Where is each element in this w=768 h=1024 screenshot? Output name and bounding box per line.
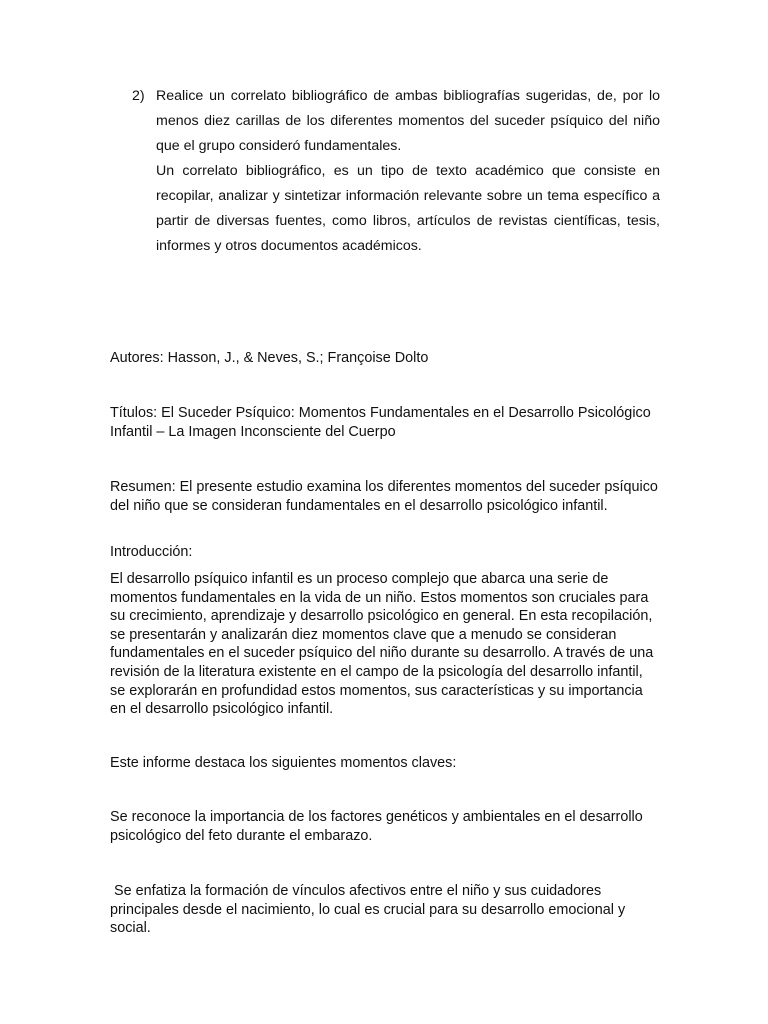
assignment-prompt: Realice un correlato bibliográfico de ambas bibliografías sugeridas, de, por lo menos diez carillas de los diferentes momentos del suceder psíquico del niño que el grupo consideró fundamentales. <box>156 88 660 154</box>
moment-paragraph-2: Se enfatiza la formación de vínculos afectivos entre el niño y sus cuidadores principales desde el nacimiento, lo cual es crucial para su desarrollo emocional y social. <box>110 883 630 937</box>
introduction-heading: Introducción: <box>110 544 193 560</box>
titles-line: Títulos: El Suceder Psíquico: Momentos Fundamentales en el Desarrollo Psicológico Infantil – La Imagen Inconsciente del Cuerpo <box>110 405 651 440</box>
highlights-intro: Este informe destaca los siguientes momentos claves: <box>110 755 457 771</box>
assignment-number: 2) <box>132 88 145 104</box>
moment-paragraph-1: Se reconoce la importancia de los factores genéticos y ambientales en el desarrollo psicológico del feto durante el embarazo. <box>110 809 643 844</box>
summary-paragraph: Resumen: El presente estudio examina los diferentes momentos del suceder psíquico del niño que se consideran fundamentales en el desarrollo psicológico infantil. <box>110 479 658 514</box>
introduction-paragraph: El desarrollo psíquico infantil es un proceso complejo que abarca una serie de momentos fundamentales en la vida de un niño. Estos momentos son cruciales para su crecimiento, aprendizaje y desarrollo psicológico en general. En esta recopilación, se presentarán y analizarán diez momentos clave que a menudo se consideran fundamentales en el suceder psíquico del niño durante su desarrollo. A través de una revisión de la literatura existente en el campo de la psicología del desarrollo infantil, se explorarán en profundidad estos momentos, sus características y su importancia en el desarrollo psicológico infantil. <box>110 571 654 718</box>
assignment-item <box>132 84 660 259</box>
assignment-definition: Un correlato bibliográfico, es un tipo de texto académico que consiste en recopilar, analizar y sintetizar información relevante sobre un tema específico a partir de diversas fuentes, como libros, artículos de revistas científicas, tesis, informes y otros documentos académicos. <box>156 163 660 254</box>
assignment-body <box>156 84 660 259</box>
authors-line: Autores: Hasson, J., & Neves, S.; Françoise Dolto <box>110 350 429 366</box>
